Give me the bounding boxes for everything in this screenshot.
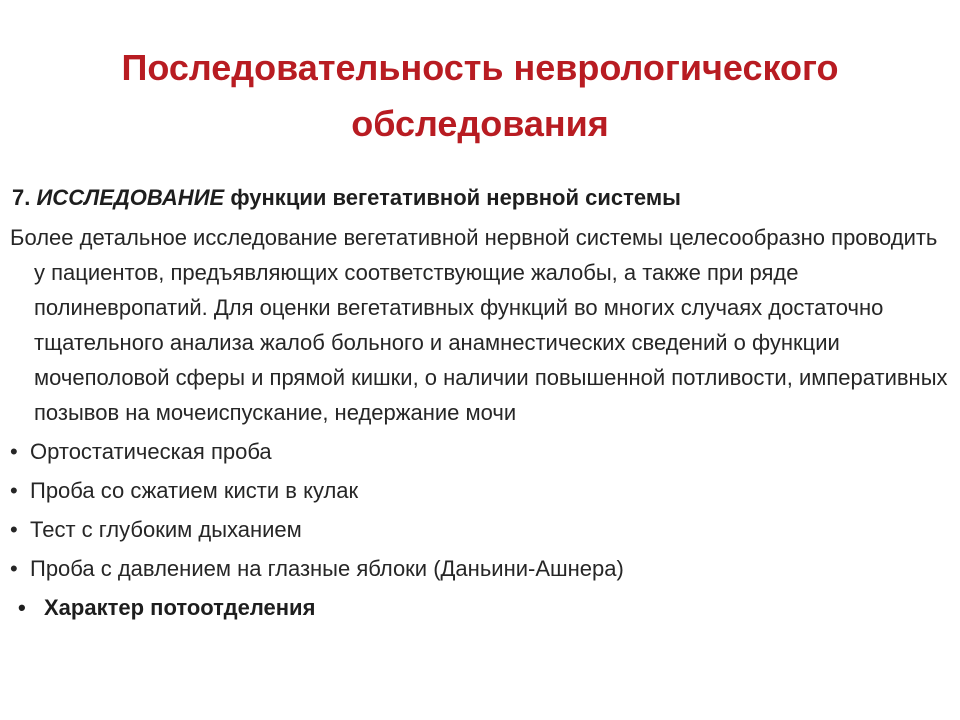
- list-item: [10, 432, 950, 471]
- list-item-text: Ортостатическая проба: [30, 439, 272, 464]
- list-item: [10, 510, 950, 549]
- bullet-icon: •: [10, 478, 18, 503]
- section-heading: [12, 182, 950, 214]
- section-number: 7.: [12, 185, 31, 210]
- list-item: [10, 549, 950, 588]
- bullet-icon: •: [18, 595, 26, 620]
- bullet-icon: •: [10, 556, 18, 581]
- description-paragraph: Более детальное исследование вегетативной нервной системы целесообразно проводить у пациентов, предъявляющих соответствующие жалобы, а также при ряде полиневропатий. Для оценки вегетативных функций во многих случаях достаточно тщательного анализа жалоб больного и анамнестических сведений о функции мочеполовой сферы и прямой кишки, о наличии повышенной потливости, императивных позывов на мочеиспускание, недержание мочи: [10, 225, 948, 425]
- list-item-text: Характер потоотделения: [44, 595, 316, 620]
- section-rest: функции вегетативной нервной системы: [230, 185, 681, 210]
- bullet-list: [10, 432, 950, 627]
- bullet-icon: •: [10, 517, 18, 542]
- list-item-text: Проба с давлением на глазные яблоки (Даньини-Ашнера): [30, 556, 624, 581]
- slide-title: Последовательность неврологического обследования: [121, 47, 839, 144]
- list-item-text: Тест с глубоким дыханием: [30, 517, 302, 542]
- section-caps: ИССЛЕДОВАНИЕ: [36, 185, 225, 210]
- list-item: [10, 588, 950, 627]
- list-item-text: Проба со сжатием кисти в кулак: [30, 478, 359, 503]
- bullet-icon: •: [10, 439, 18, 464]
- list-item: [10, 471, 950, 510]
- slide-body: [10, 182, 950, 627]
